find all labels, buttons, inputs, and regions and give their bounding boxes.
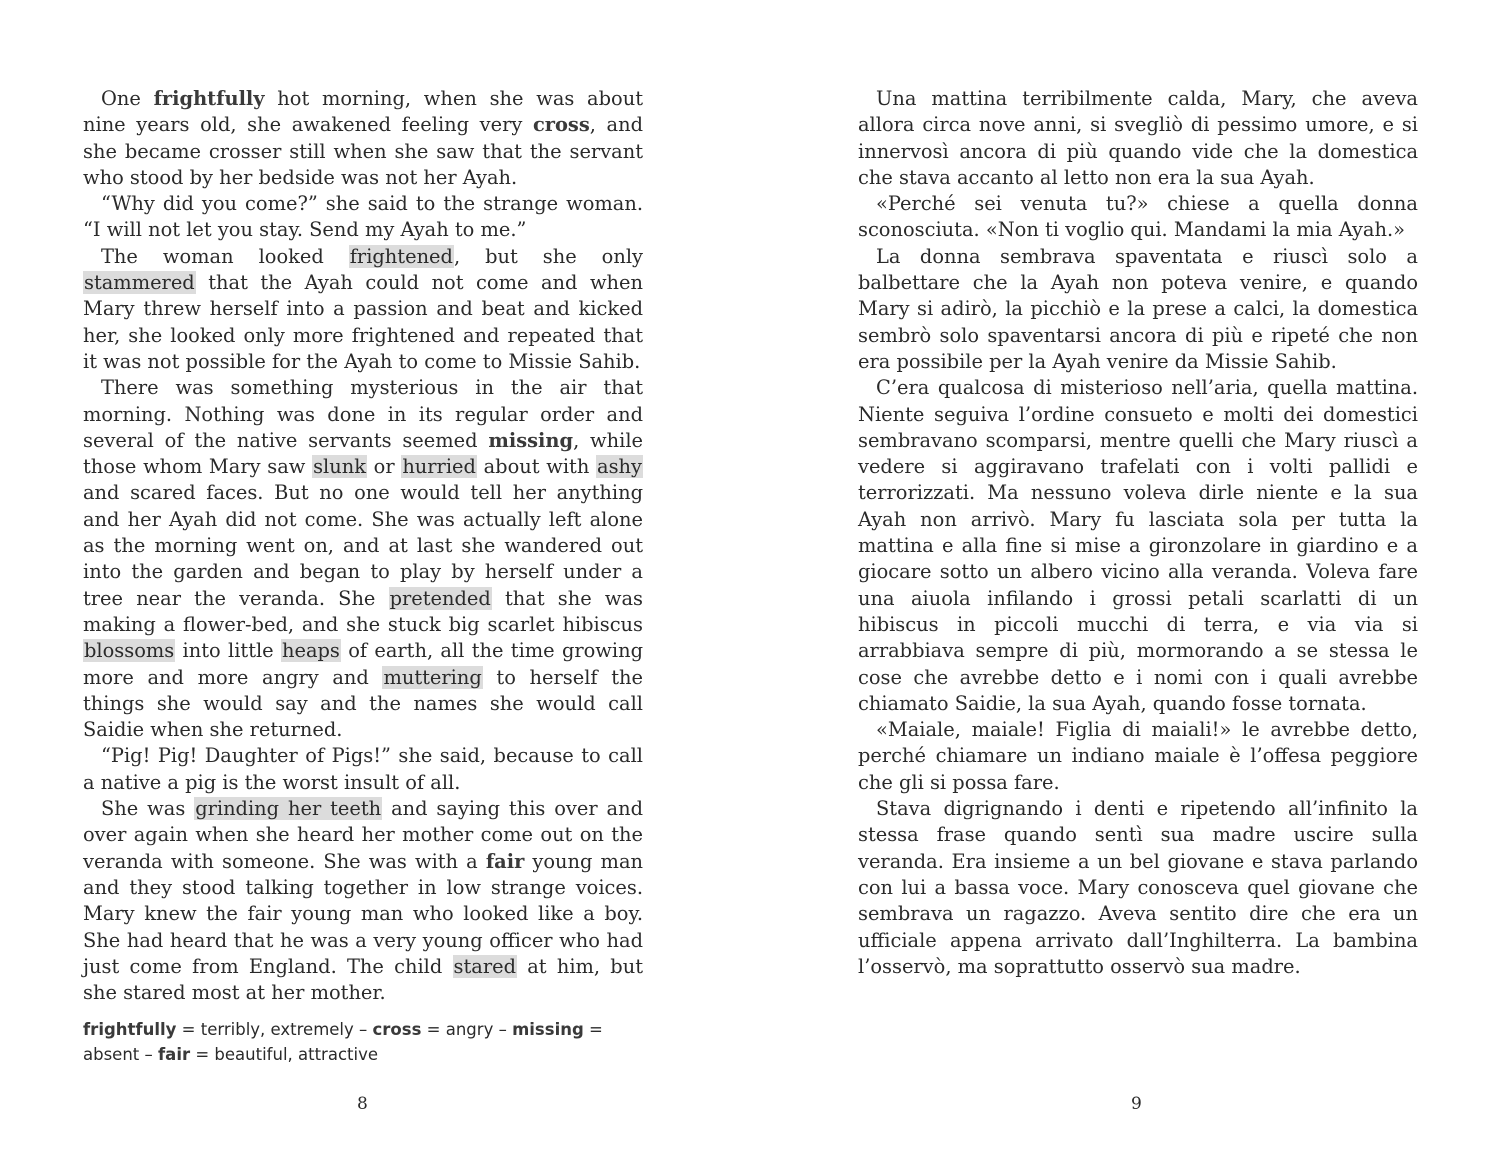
glossary-word: cross	[372, 1020, 422, 1039]
paragraph	[858, 796, 1418, 980]
highlighted-word: hurried	[402, 455, 476, 479]
paragraph	[83, 796, 643, 1006]
highlighted-word: ashy	[597, 455, 642, 479]
highlighted-word: frightened	[349, 244, 453, 268]
text-run: of earth, all the time growing more and more angry and	[83, 639, 644, 689]
text-run: into little	[175, 639, 281, 663]
highlighted-word: stammered	[84, 271, 195, 295]
paragraph	[858, 86, 1418, 191]
text-run: or	[366, 455, 402, 479]
text-run: young man and they stood talking together in low strange voices. Mary knew the fair young man who looked like a boy. She had heard that he was a very young officer who had just come from England. The child	[83, 849, 643, 978]
highlighted-word: slunk	[313, 455, 366, 479]
text-run: about with	[476, 455, 597, 479]
text-run: There was something mysterious in the air that morning. Nothing was done in its regular order and several of the native servants seemed	[83, 376, 643, 452]
paragraph	[83, 244, 643, 375]
text-run: that she was making a flower-bed, and she stuck big scarlet hibiscus	[83, 586, 644, 636]
text-run: = beautiful, attractive	[190, 1045, 378, 1064]
text-run: “Why did you come?” she said to the strange woman. “I will not let you stay. Send my Ayah to me.”	[83, 192, 643, 242]
left-page-text	[83, 86, 643, 1006]
text-run: «Perché sei venuta tu?» chiese a quella donna sconosciuta. «Non ti voglio qui. Mandami la mia Ayah.»	[858, 192, 1418, 242]
text-run: , and she became crosser still when she saw that the servant who stood by her bedside was not her Ayah.	[83, 113, 643, 189]
text-run: and saying this over and over again when she heard her mother come out on the veranda with someone. She was with a	[83, 797, 643, 873]
glossary-word: missing	[512, 1020, 584, 1039]
text-run: Una mattina terribilmente calda, Mary, che aveva allora circa nove anni, si svegliò di pessimo umore, e si innervosì ancora di più quando vide che la domestica che stava accanto al letto non era la sua Ayah.	[858, 87, 1418, 189]
text-run: , but she only	[453, 244, 643, 268]
glossary-word: frightfully	[83, 1020, 177, 1039]
text-run: La donna sembrava spaventata e riuscì solo a balbettare che la Ayah non poteva venire, e quando Mary si adirò, la picchiò e la prese a calci, la domestica sembrò solo spaventarsi ancora di più e ripeté che non era possibile per la Ayah venire da Missie Sahib.	[858, 244, 1418, 373]
paragraph	[83, 375, 643, 743]
text-run: C’era qualcosa di misterioso nell’aria, quella mattina. Niente seguiva l’ordine consueto e molti dei domestici sembravano scomparsi, mentre quelli che Mary riuscì a vedere si aggiravano trafelati con i volti pallidi e terrorizzati. Ma nessuno voleva dirle niente e la sua Ayah non arrivò. Mary fu lasciata sola per tutta la mattina e alla fine si mise a gironzolare in giardino e a giocare sotto un albero vicino alla veranda. Voleva fare una aiuola infilando i grossi petali scarlatti di un hibiscus in piccoli mucchi di terra, e via via si arrabbiava sempre di più, mormorando a se stessa le cose che avrebbe detto e i nomi con i quali avrebbe chiamato Saidie, la sua Ayah, quando fosse tornata.	[858, 376, 1418, 715]
paragraph	[83, 86, 643, 191]
text-run: = angry –	[421, 1020, 513, 1039]
text-run: and scared faces. But no one would tell her anything and her Ayah did not come. She was actually left alone as the morning went on, and at last she wandered out into the garden and began to play by herself under a tree near the veranda. She	[83, 481, 643, 610]
glossary-word: fair	[158, 1045, 191, 1064]
glossary-word: missing	[488, 428, 574, 452]
right-page-text	[858, 86, 1418, 980]
paragraph	[83, 191, 643, 244]
page-number-left: 8	[357, 1094, 368, 1114]
text-run: Stava digrignando i denti e ripetendo all’infinito la stessa frase quando sentì sua madre uscire sulla veranda. Era insieme a un bel giovane e stava parlando con lui a bassa voce. Mary conosceva quel giovane che sembrava un ragazzo. Aveva sentito dire che era un ufficiale appena arrivato dall’Inghilterra. La bambina l’osservò, ma soprattutto osservò sua madre.	[858, 797, 1418, 978]
glossary-word: fair	[485, 849, 525, 873]
glossary-word: cross	[532, 113, 590, 137]
text-run: One	[101, 87, 154, 110]
highlighted-word: pretended	[389, 586, 491, 610]
text-run: «Maiale, maiale! Figlia di maiali!» le avrebbe detto, perché chiamare un indiano maiale è l’offesa peggiore che gli si possa fare.	[858, 718, 1418, 794]
glossary-footnote	[83, 1017, 643, 1067]
text-run: that the Ayah could not come and when Mary threw herself into a passion and beat and kicked her, she looked only more frightened and repeated that it was not possible for the Ayah to come to Missie Sahib.	[83, 271, 643, 373]
text-run: The woman looked	[101, 244, 349, 268]
highlighted-word: blossoms	[84, 639, 175, 663]
highlighted-word: stared	[453, 954, 516, 978]
paragraph	[858, 375, 1418, 717]
text-run: , while those whom Mary saw	[83, 428, 643, 479]
highlighted-word: grinding her teeth	[195, 797, 382, 821]
text-run: She was	[101, 797, 195, 821]
text-run: “Pig! Pig! Daughter of Pigs!” she said, because to call a native a pig is the worst insult of all.	[83, 744, 643, 794]
paragraph	[83, 743, 643, 796]
text-run: = terribly, extremely –	[176, 1020, 373, 1039]
paragraph	[858, 191, 1418, 244]
text-run: hot morning, when she was about nine years old, she awakened feeling very	[83, 87, 643, 137]
highlighted-word: muttering	[383, 665, 482, 689]
paragraph	[858, 717, 1418, 796]
highlighted-word: heaps	[281, 639, 340, 663]
text-run: at him, but she stared most at her mother.	[83, 954, 644, 1005]
glossary-word: frightfully	[153, 87, 265, 110]
text-run: to herself the things she would say and the names she would call Saidie when she returned.	[83, 665, 643, 742]
page-number-right: 9	[1131, 1094, 1142, 1114]
text-run: = absent –	[83, 1020, 603, 1064]
paragraph	[858, 244, 1418, 375]
